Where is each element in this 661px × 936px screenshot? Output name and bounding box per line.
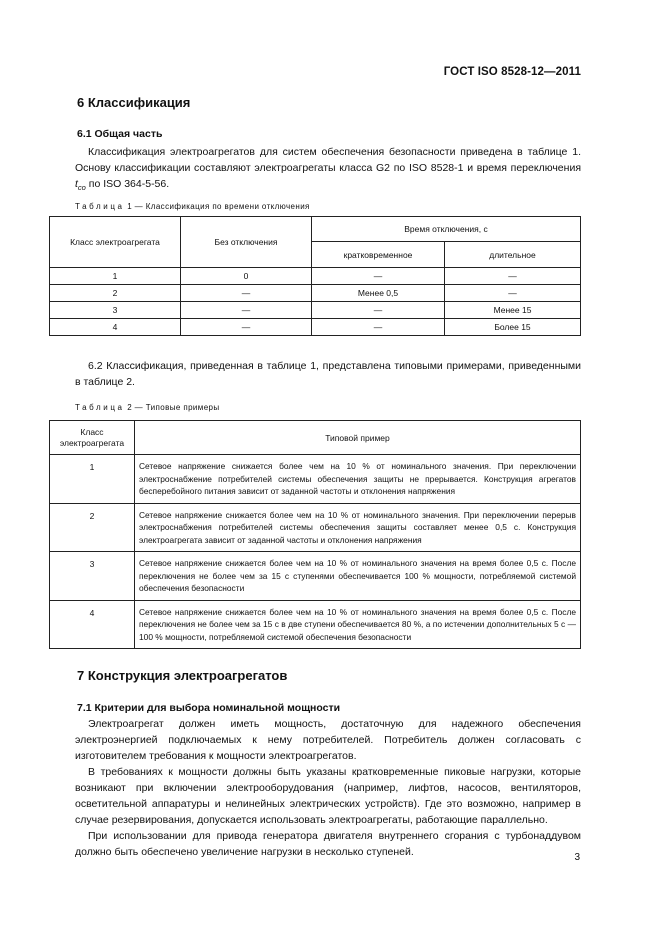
table-cell: 1 <box>50 268 181 285</box>
table-row <box>50 600 581 649</box>
section-7-title: 7 Конструкция электроагрегатов <box>77 668 288 683</box>
paragraph-7-1-c: При использовании для привода генератора двигателя внутреннего сгорания с турбонаддувом должно быть обеспечено увеличение нагрузки в несколько ступеней. <box>75 830 581 858</box>
table-1-caption <box>75 202 310 211</box>
table-cell: Сетевое напряжение снижается более чем на 10 % от номинального значения. При переключении электроснабжение потребителей системы обеспечения защиты не прерывается. Конструкция агрегатов бесперебойного питания зависит от заданной частоты и отклонения напряжения <box>135 455 581 504</box>
table-row <box>50 319 581 336</box>
table-cell: 4 <box>50 319 181 336</box>
paragraph-6-1-tail: по ISO 364-5-56. <box>85 178 170 190</box>
table-cell: — <box>312 319 445 336</box>
paragraph-6-1-text: Классификация электроагрегатов для систем обеспечения безопасности приведена в таблице 1. Основу классификации составляют электроагрегаты класса G2 по ISO 8528-1 и время переключения <box>75 146 581 174</box>
table-1-header-time: Время отключения, с <box>312 217 581 242</box>
symbol-subscript: co <box>77 183 86 193</box>
table-cell: Менее 0,5 <box>312 285 445 302</box>
table-2-header-class: Класс электроагрегата <box>50 421 135 455</box>
table-cell: — <box>445 285 581 302</box>
paragraph-7-1-b: В требованиях к мощности должны быть указаны кратковременные пиковые нагрузки, которые возникают при включении электрооборудования (например, лифтов, насосов, вентиляторов, осветительной аппаратуры и нелинейных электрических устройств). Где это возможно, например в случае резервирования, допускается использовать электроагрегаты, работающие параллельно. <box>75 766 581 826</box>
table-1-header-short: кратковременное <box>312 242 445 268</box>
table-cell: — <box>181 319 312 336</box>
subsection-7-1-title: 7.1 Критерии для выбора номинальной мощности <box>77 702 341 714</box>
table-cell: Сетевое напряжение снижается более чем на 10 % от номинального значения. При переключении перерыв электроснабжения потребителей системы обеспечения защиты составляет менее 0,5 с. Конструкция электроагрегата зависит от заданной частоты и отклонения напряжения <box>135 503 581 552</box>
table-row <box>50 503 581 552</box>
table-cell: 4 <box>50 600 135 649</box>
table-cell: Менее 15 <box>445 302 581 319</box>
table-2-header-example: Типовой пример <box>135 421 581 455</box>
table-1 <box>49 216 581 336</box>
table-cell: 1 <box>50 455 135 504</box>
table-row <box>50 552 581 601</box>
table-cell: — <box>181 302 312 319</box>
table-row <box>50 455 581 504</box>
table-row <box>50 285 581 302</box>
table-row <box>50 268 581 285</box>
table-1-header-long: длительное <box>445 242 581 268</box>
table-1-header-class: Класс электроагрегата <box>50 217 181 268</box>
table-cell: Более 15 <box>445 319 581 336</box>
table-cell: 3 <box>50 302 181 319</box>
table-cell: — <box>312 268 445 285</box>
paragraph-6-2: 6.2 Классификация, приведенная в таблице 1, представлена типовыми примерами, приведенными в таблице 2. <box>75 360 581 388</box>
table-cell: — <box>181 285 312 302</box>
table-cell: 2 <box>50 285 181 302</box>
table-row <box>50 302 581 319</box>
table-1-caption-label: Таблица <box>75 202 125 211</box>
table-2-caption <box>75 403 220 412</box>
table-cell: Сетевое напряжение снижается более чем на 10 % от номинального значения на время более 0,5 с. После переключения не более чем за 15 с ступенями обеспечивается 100 % мощности, потребляемой системой обеспечения безопасности <box>135 552 581 601</box>
paragraph-7-1-a: Электроагрегат должен иметь мощность, достаточную для надежного обеспечения электроэнергией подключаемых к нему потребителей. Потребитель должен согласовать с изготовителем требования к мощности электроагрегатов. <box>75 718 581 762</box>
table-2-caption-label: Таблица <box>75 403 125 412</box>
table-2-caption-text: 2 — Типовые примеры <box>127 403 220 412</box>
subsection-6-1-title: 6.1 Общая часть <box>77 128 163 140</box>
document-id-header: ГОСТ ISO 8528-12—2011 <box>443 66 581 78</box>
table-cell: Сетевое напряжение снижается более чем на 10 % от номинального значения на время более 0,5 с. После переключения не более чем за 15 с в две ступени обеспечивается 80 %, а по истечении дополнительных 5 с — 100 % мощности, потребляемой системой обеспечения безопасности <box>135 600 581 649</box>
paragraph-6-1 <box>75 144 581 196</box>
section-6-title: 6 Классификация <box>77 95 191 110</box>
table-cell: 3 <box>50 552 135 601</box>
table-2 <box>49 420 581 649</box>
table-1-caption-text: 1 — Классификация по времени отключения <box>127 202 310 211</box>
table-1-header-none: Без отключения <box>181 217 312 268</box>
table-cell: — <box>312 302 445 319</box>
symbol-t: t <box>75 178 78 190</box>
page-number: 3 <box>574 852 580 863</box>
table-cell: 2 <box>50 503 135 552</box>
table-cell: — <box>445 268 581 285</box>
table-cell: 0 <box>181 268 312 285</box>
